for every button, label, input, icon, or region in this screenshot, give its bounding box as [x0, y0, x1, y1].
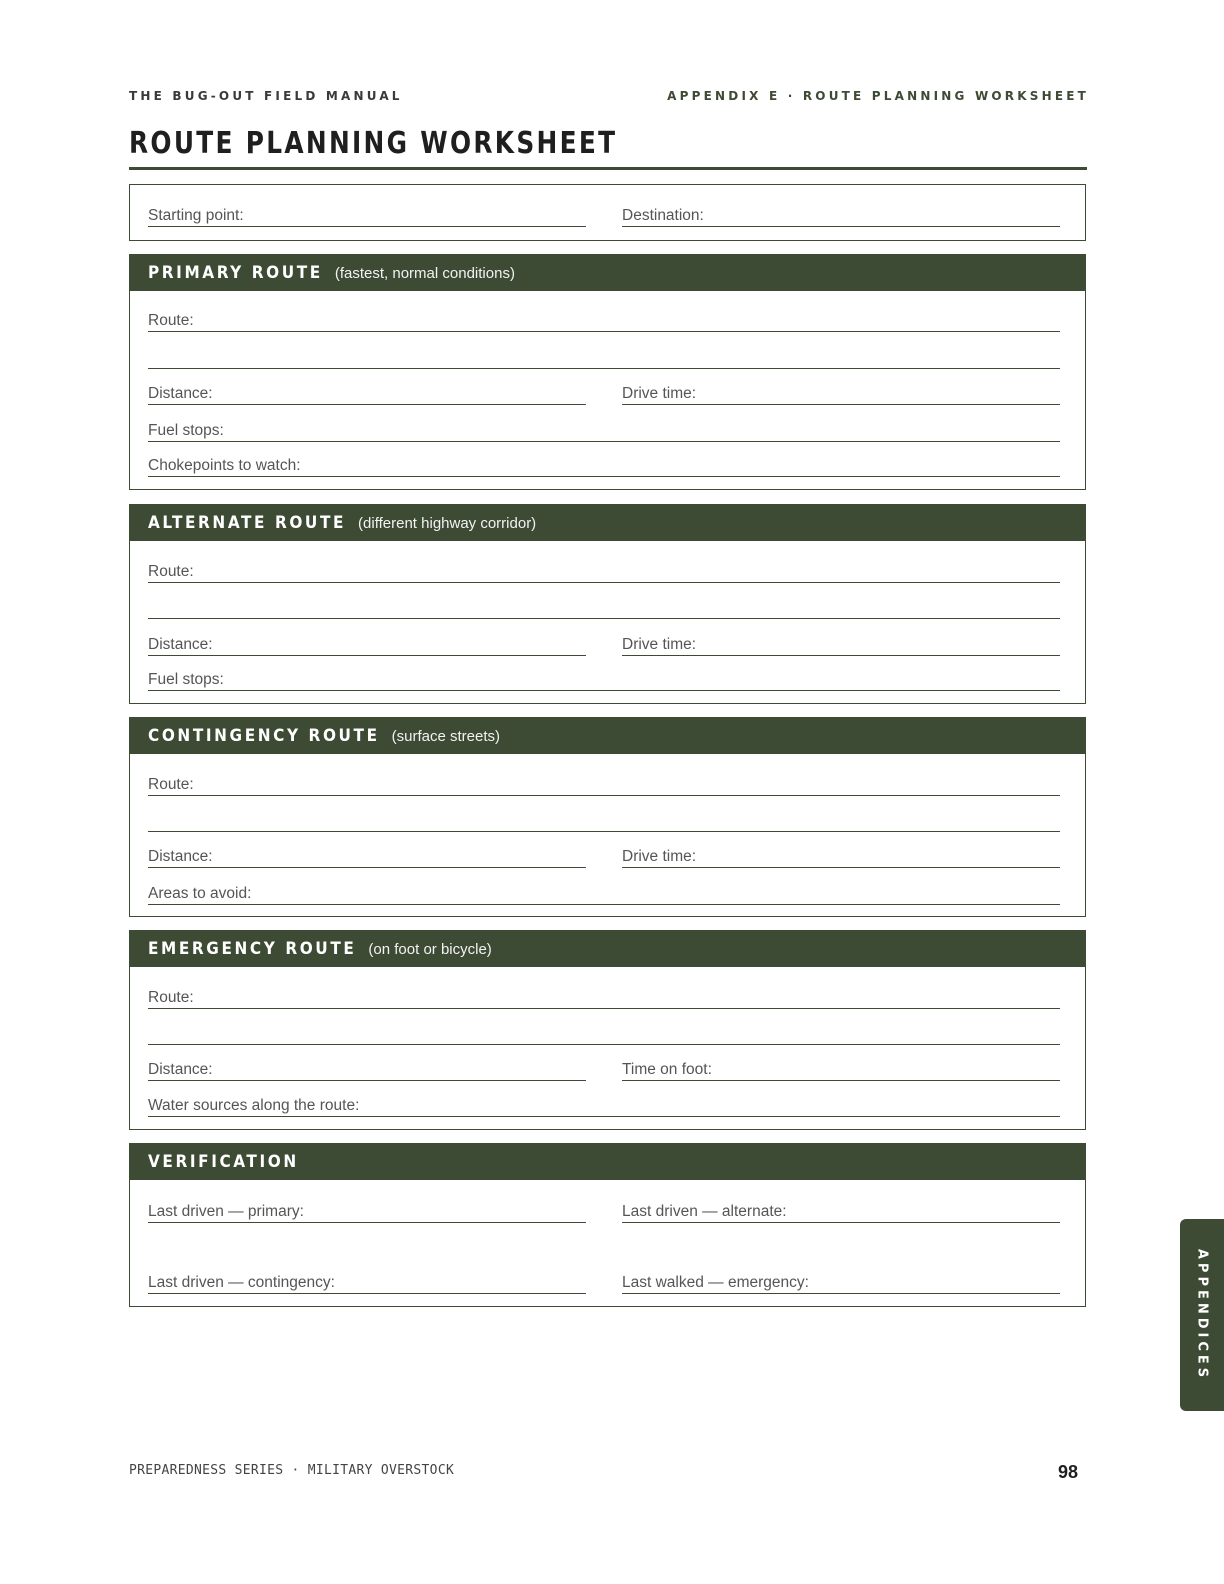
last-driven-primary-field[interactable] — [148, 1201, 586, 1223]
verification-title: VERIFICATION — [148, 1152, 299, 1172]
last-driven-alternate-field[interactable] — [622, 1201, 1060, 1223]
page-title: ROUTE PLANNING WORKSHEET — [129, 126, 618, 161]
alternate-drive-time-field[interactable] — [622, 634, 1060, 656]
contingency-distance-label: Distance: — [148, 848, 213, 865]
alternate-fuel-stops-label: Fuel stops: — [148, 671, 224, 688]
emergency-time-on-foot-label: Time on foot: — [622, 1061, 712, 1078]
alternate-route-title: ALTERNATE ROUTE — [148, 513, 347, 533]
primary-chokepoints-label: Chokepoints to watch: — [148, 457, 301, 474]
last-driven-alternate-label: Last driven — alternate: — [622, 1203, 787, 1220]
alternate-fuel-stops-field[interactable] — [148, 669, 1060, 691]
contingency-route-title: CONTINGENCY ROUTE — [148, 726, 380, 746]
emergency-distance-label: Distance: — [148, 1061, 213, 1078]
appendices-tab[interactable] — [1180, 1219, 1224, 1411]
emergency-route-header — [130, 931, 1085, 967]
last-driven-primary-label: Last driven — primary: — [148, 1203, 304, 1220]
primary-route-subtitle: (fastest, normal conditions) — [334, 264, 515, 282]
primary-fuel-stops-label: Fuel stops: — [148, 422, 224, 439]
contingency-route-field[interactable] — [148, 774, 1060, 796]
alternate-route-label: Route: — [148, 563, 194, 580]
emergency-time-on-foot-field[interactable] — [622, 1059, 1060, 1081]
alternate-route-subtitle: (different highway corridor) — [358, 514, 537, 532]
contingency-distance-field[interactable] — [148, 846, 586, 868]
alternate-drive-time-label: Drive time: — [622, 636, 697, 653]
contingency-drive-time-label: Drive time: — [622, 848, 697, 865]
last-driven-contingency-field[interactable] — [148, 1272, 586, 1294]
emergency-route-section — [129, 930, 1086, 1130]
emergency-route-label: Route: — [148, 989, 194, 1006]
contingency-route-section — [129, 717, 1086, 917]
running-head-section: APPENDIX E · ROUTE PLANNING WORKSHEET — [667, 89, 1089, 103]
contingency-route-label: Route: — [148, 776, 194, 793]
primary-fuel-stops-field[interactable] — [148, 420, 1060, 442]
destination-label: Destination: — [622, 207, 704, 224]
contingency-areas-to-avoid-label: Areas to avoid: — [148, 885, 252, 902]
footer-series: PREPAREDNESS SERIES · MILITARY OVERSTOCK — [129, 1463, 455, 1478]
contingency-route-header — [130, 718, 1085, 754]
primary-route-title: PRIMARY ROUTE — [148, 263, 323, 283]
starting-point-field[interactable] — [148, 205, 586, 227]
contingency-drive-time-field[interactable] — [622, 846, 1060, 868]
primary-route-label: Route: — [148, 312, 194, 329]
contingency-areas-to-avoid-field[interactable] — [148, 883, 1060, 905]
verification-header — [130, 1144, 1085, 1180]
emergency-water-sources-label: Water sources along the route: — [148, 1097, 360, 1114]
last-driven-contingency-label: Last driven — contingency: — [148, 1274, 335, 1291]
alternate-route-field[interactable] — [148, 561, 1060, 583]
contingency-route-field-line2[interactable] — [148, 810, 1060, 832]
primary-drive-time-field[interactable] — [622, 383, 1060, 405]
title-rule — [129, 167, 1087, 170]
verification-section — [129, 1143, 1086, 1307]
last-walked-emergency-label: Last walked — emergency: — [622, 1274, 809, 1291]
contingency-route-subtitle: (surface streets) — [391, 727, 501, 745]
primary-drive-time-label: Drive time: — [622, 385, 697, 402]
emergency-route-field[interactable] — [148, 987, 1060, 1009]
primary-distance-field[interactable] — [148, 383, 586, 405]
alternate-route-header — [130, 505, 1085, 541]
primary-distance-label: Distance: — [148, 385, 213, 402]
emergency-route-subtitle: (on foot or bicycle) — [368, 940, 492, 958]
emergency-route-title: EMERGENCY ROUTE — [148, 939, 357, 959]
primary-chokepoints-field[interactable] — [148, 455, 1060, 477]
primary-route-section — [129, 254, 1086, 490]
alternate-route-section — [129, 504, 1086, 704]
alternate-distance-label: Distance: — [148, 636, 213, 653]
primary-route-field[interactable] — [148, 310, 1060, 332]
alternate-distance-field[interactable] — [148, 634, 586, 656]
endpoints-box — [129, 184, 1086, 241]
last-walked-emergency-field[interactable] — [622, 1272, 1060, 1294]
emergency-route-field-line2[interactable] — [148, 1023, 1060, 1045]
appendices-tab-label: APPENDICES — [1194, 1248, 1210, 1382]
alternate-route-field-line2[interactable] — [148, 597, 1060, 619]
primary-route-header — [130, 255, 1085, 291]
primary-route-field-line2[interactable] — [148, 347, 1060, 369]
page-number: 98 — [1057, 1462, 1078, 1482]
destination-field[interactable] — [622, 205, 1060, 227]
emergency-water-sources-field[interactable] — [148, 1095, 1060, 1117]
emergency-distance-field[interactable] — [148, 1059, 586, 1081]
starting-point-label: Starting point: — [148, 207, 244, 224]
running-head-book-title: THE BUG-OUT FIELD MANUAL — [129, 89, 403, 103]
